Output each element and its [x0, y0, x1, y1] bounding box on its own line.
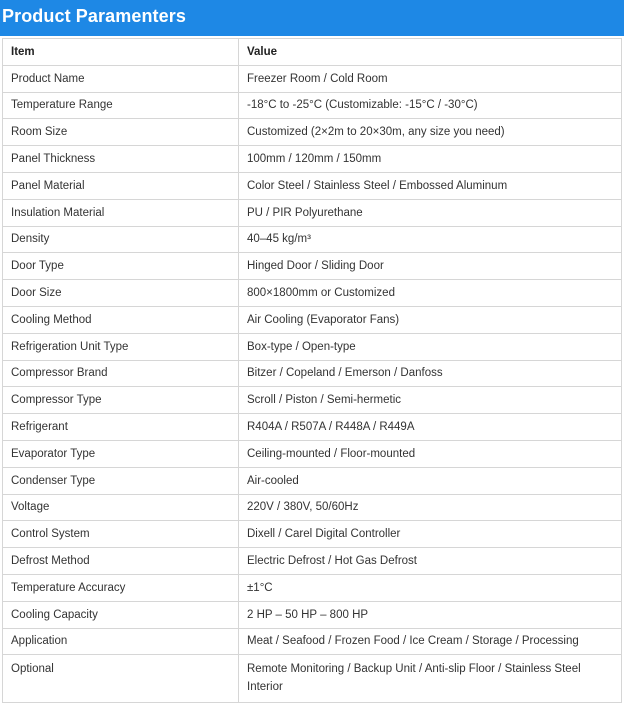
table-row: [3, 387, 622, 414]
table-row: [3, 628, 622, 655]
row-value-cell: Remote Monitoring / Backup Unit / Anti-slip Floor / Stainless Steel Interior: [239, 655, 622, 703]
row-item-cell: Compressor Brand: [3, 360, 239, 387]
row-item-cell: Condenser Type: [3, 467, 239, 494]
row-value-cell: Hinged Door / Sliding Door: [239, 253, 622, 280]
row-value-cell: PU / PIR Polyurethane: [239, 199, 622, 226]
row-value-cell: -18°C to -25°C (Customizable: -15°C / -30°C): [239, 92, 622, 119]
row-value-cell: R404A / R507A / R448A / R449A: [239, 414, 622, 441]
table-row: [3, 414, 622, 441]
row-value-cell: Bitzer / Copeland / Emerson / Danfoss: [239, 360, 622, 387]
table-body: [3, 65, 622, 703]
row-item-cell: Room Size: [3, 119, 239, 146]
row-value-cell: Dixell / Carel Digital Controller: [239, 521, 622, 548]
row-item-cell: Voltage: [3, 494, 239, 521]
product-parameters-table: [2, 38, 622, 703]
table-row: [3, 440, 622, 467]
row-item-cell: Refrigeration Unit Type: [3, 333, 239, 360]
row-value-cell: Scroll / Piston / Semi-hermetic: [239, 387, 622, 414]
row-value-cell: Freezer Room / Cold Room: [239, 65, 622, 92]
table-row: [3, 494, 622, 521]
row-item-cell: Product Name: [3, 65, 239, 92]
header-item: Item: [3, 39, 239, 66]
table-row: [3, 548, 622, 575]
table-row: [3, 199, 622, 226]
row-item-cell: Panel Thickness: [3, 146, 239, 173]
row-value-cell: Customized (2×2m to 20×30m, any size you need): [239, 119, 622, 146]
table-row: [3, 521, 622, 548]
row-item-cell: Evaporator Type: [3, 440, 239, 467]
row-value-cell: 800×1800mm or Customized: [239, 280, 622, 307]
row-value-cell: 40–45 kg/m³: [239, 226, 622, 253]
row-value-cell: Electric Defrost / Hot Gas Defrost: [239, 548, 622, 575]
table-row: [3, 146, 622, 173]
table-row: [3, 467, 622, 494]
table-row: [3, 119, 622, 146]
row-value-cell: Meat / Seafood / Frozen Food / Ice Cream / Storage / Processing: [239, 628, 622, 655]
section-header-bar: [0, 0, 624, 36]
row-item-cell: Control System: [3, 521, 239, 548]
row-item-cell: Density: [3, 226, 239, 253]
row-value-cell: Air Cooling (Evaporator Fans): [239, 306, 622, 333]
table-row: [3, 333, 622, 360]
row-item-cell: Temperature Accuracy: [3, 574, 239, 601]
row-value-cell: ±1°C: [239, 574, 622, 601]
table-row: [3, 65, 622, 92]
row-item-cell: Door Size: [3, 280, 239, 307]
table-row: [3, 601, 622, 628]
row-item-cell: Cooling Capacity: [3, 601, 239, 628]
table-row: [3, 172, 622, 199]
row-item-cell: Defrost Method: [3, 548, 239, 575]
table-row: [3, 226, 622, 253]
table-row: [3, 655, 622, 703]
row-item-cell: Application: [3, 628, 239, 655]
table-header-row: [3, 39, 622, 66]
row-value-cell: 100mm / 120mm / 150mm: [239, 146, 622, 173]
row-item-cell: Panel Material: [3, 172, 239, 199]
table-row: [3, 360, 622, 387]
row-value-cell: Color Steel / Stainless Steel / Embossed Aluminum: [239, 172, 622, 199]
table-row: [3, 253, 622, 280]
row-item-cell: Insulation Material: [3, 199, 239, 226]
row-item-cell: Optional: [3, 655, 239, 703]
section-title: Product Paramenters: [2, 6, 186, 26]
row-value-cell: 220V / 380V, 50/60Hz: [239, 494, 622, 521]
row-item-cell: Door Type: [3, 253, 239, 280]
row-value-cell: 2 HP – 50 HP – 800 HP: [239, 601, 622, 628]
row-value-cell: Box-type / Open-type: [239, 333, 622, 360]
row-value-cell: Ceiling-mounted / Floor-mounted: [239, 440, 622, 467]
table-row: [3, 306, 622, 333]
row-item-cell: Cooling Method: [3, 306, 239, 333]
row-item-cell: Refrigerant: [3, 414, 239, 441]
row-item-cell: Compressor Type: [3, 387, 239, 414]
row-item-cell: Temperature Range: [3, 92, 239, 119]
header-value: Value: [239, 39, 622, 66]
row-value-cell: Air-cooled: [239, 467, 622, 494]
table-row: [3, 574, 622, 601]
table-row: [3, 92, 622, 119]
table-row: [3, 280, 622, 307]
